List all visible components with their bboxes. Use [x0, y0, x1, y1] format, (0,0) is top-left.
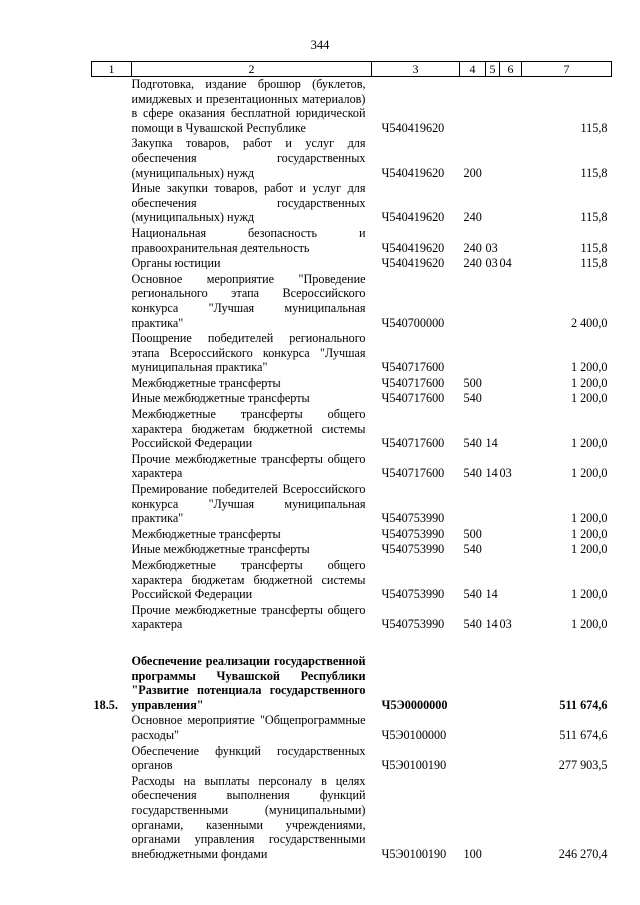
- table-row: [92, 136, 612, 181]
- subsection-code: [500, 181, 522, 226]
- table-row: [92, 527, 612, 543]
- row-number: [92, 407, 132, 452]
- row-number: [92, 482, 132, 527]
- subsection-code: [500, 542, 522, 558]
- target-article-code: Ч540419620: [381, 120, 445, 135]
- target-article-code: Ч540753990: [381, 542, 445, 557]
- target-article-code: Ч540753990: [381, 511, 445, 526]
- expense-type-code: 240: [463, 256, 482, 271]
- table-row: [92, 713, 612, 743]
- expense-type-code: 240: [463, 210, 482, 225]
- subsection-code: [500, 713, 522, 743]
- row-number: [92, 391, 132, 407]
- expense-type-code: 540: [463, 436, 482, 451]
- row-name: Межбюджетные трансферты общего характера бюджетам бюджетной системы Российской Федерации: [131, 407, 366, 451]
- section-code: 14: [485, 466, 498, 481]
- subsection-code: 03: [499, 617, 512, 632]
- table-row: [92, 407, 612, 452]
- target-article-code: Ч540419620: [381, 240, 445, 255]
- row-number: 18.5.: [93, 697, 118, 712]
- section-code: [486, 136, 500, 181]
- table-row: [92, 272, 612, 331]
- section-code: [486, 376, 500, 392]
- expense-type-code: [460, 482, 486, 527]
- expense-type-code: [460, 77, 486, 137]
- subsection-code: [500, 744, 522, 774]
- target-article-code: Ч540419620: [381, 165, 445, 180]
- target-article-code: Ч540753990: [381, 617, 445, 632]
- section-code: [486, 744, 500, 774]
- row-name: Подготовка, издание брошюр (буклетов, имиджевых и презентационных материалов) в сфере оказания бесплатной юридической помощи в Чувашской Республике: [131, 77, 366, 135]
- target-article-code: Ч5Э0000000: [381, 697, 448, 712]
- row-name: Межбюджетные трансферты общего характера бюджетам бюджетной системы Российской Федерации: [131, 558, 366, 602]
- row-name: Премирование победителей Всероссийского конкурса "Лучшая муниципальная практика": [131, 482, 366, 526]
- subsection-code: [500, 391, 522, 407]
- section-code: [486, 713, 500, 743]
- target-article-code: Ч540753990: [381, 587, 445, 602]
- section-code: [486, 391, 500, 407]
- table-row: [92, 331, 612, 376]
- row-name: Межбюджетные трансферты: [131, 526, 281, 541]
- row-number: [92, 226, 132, 256]
- row-name: Прочие межбюджетные трансферты общего характера: [131, 451, 366, 481]
- target-article-code: Ч5Э0100000: [381, 727, 447, 742]
- row-sum: 1 200,0: [570, 375, 608, 390]
- section-code: [486, 774, 500, 863]
- row-name: Основное мероприятие "Проведение регионального этапа Всероссийского конкурса "Лучшая муниципальная практика": [131, 271, 366, 330]
- row-sum: 511 674,6: [559, 727, 608, 742]
- table-row: [92, 654, 612, 713]
- subsection-code: [500, 376, 522, 392]
- section-code: [486, 181, 500, 226]
- row-number: [92, 774, 132, 863]
- target-article-code: Ч540753990: [381, 526, 445, 541]
- row-number: [92, 77, 132, 137]
- row-name: Обеспечение реализации государственной программы Чувашской Республики "Развитие потенциала государственного управления": [131, 653, 366, 712]
- section-code: 14: [485, 617, 498, 632]
- row-sum: 1 200,0: [570, 587, 608, 602]
- header-col-6: 6: [500, 62, 522, 77]
- expense-type-code: 540: [463, 391, 482, 406]
- expense-type-code: 100: [463, 846, 482, 861]
- row-number: [92, 542, 132, 558]
- row-sum: 1 200,0: [570, 436, 608, 451]
- section-code: [486, 527, 500, 543]
- row-number: [92, 272, 132, 331]
- row-number: [92, 603, 132, 633]
- row-number: [92, 136, 132, 181]
- table-row: [92, 558, 612, 603]
- header-col-1: 1: [92, 62, 132, 77]
- section-code: 14: [485, 436, 498, 451]
- subsection-code: [500, 272, 522, 331]
- section-code: [486, 482, 500, 527]
- table-row: [92, 376, 612, 392]
- table-row: [92, 256, 612, 272]
- row-sum: 115,8: [580, 165, 608, 180]
- subsection-code: [500, 136, 522, 181]
- subsection-code: [500, 774, 522, 863]
- target-article-code: Ч540419620: [381, 210, 445, 225]
- table-row: [92, 542, 612, 558]
- row-sum: 1 200,0: [570, 617, 608, 632]
- header-col-3: 3: [372, 62, 460, 77]
- subsection-code: [500, 527, 522, 543]
- table-row: [92, 181, 612, 226]
- row-sum: 115,8: [580, 120, 608, 135]
- target-article-code: Ч5Э0100190: [381, 846, 447, 861]
- target-article-code: Ч540419620: [381, 256, 445, 271]
- section-code: [486, 331, 500, 376]
- expense-type-code: 500: [463, 375, 482, 390]
- row-sum: 1 200,0: [570, 391, 608, 406]
- row-sum: 115,8: [580, 256, 608, 271]
- table-row: [92, 482, 612, 527]
- subsection-code: [500, 654, 522, 713]
- expense-type-code: 540: [463, 542, 482, 557]
- table-row: [92, 774, 612, 863]
- table-row: [92, 744, 612, 774]
- row-number: [92, 713, 132, 743]
- section-code: [486, 654, 500, 713]
- expense-type-code: [460, 654, 486, 713]
- subsection-code: [500, 77, 522, 137]
- spacer-cell: [92, 633, 612, 654]
- row-sum: 115,8: [580, 240, 608, 255]
- row-name: Иные закупки товаров, работ и услуг для обеспечения государственных (муниципальных) нужд: [131, 181, 366, 225]
- row-sum: 511 674,6: [559, 697, 608, 712]
- section-code: 14: [485, 587, 498, 602]
- subsection-code: [500, 407, 522, 452]
- header-col-4: 4: [460, 62, 486, 77]
- row-name: Прочие межбюджетные трансферты общего характера: [131, 602, 366, 632]
- row-number: [92, 376, 132, 392]
- section-code: [486, 272, 500, 331]
- spacer-row: [92, 633, 612, 654]
- subsection-code: [500, 482, 522, 527]
- expense-type-code: 240: [463, 240, 482, 255]
- row-sum: 1 200,0: [570, 466, 608, 481]
- row-name: Межбюджетные трансферты: [131, 375, 281, 390]
- target-article-code: Ч540717600: [381, 391, 445, 406]
- row-number: [92, 452, 132, 482]
- row-name: Органы юстиции: [131, 256, 221, 271]
- section-code: 03: [485, 240, 498, 255]
- table-row: [92, 452, 612, 482]
- row-name: Расходы на выплаты персоналу в целях обеспечения выполнения функций государственными (муниципальными) органами, казенными учреждениями, органами управления государственными внебюджетными фондами: [131, 773, 366, 861]
- subsection-code: [500, 226, 522, 256]
- subsection-code: [500, 558, 522, 603]
- row-sum: 1 200,0: [570, 526, 608, 541]
- row-number: [92, 256, 132, 272]
- row-name: Национальная безопасность и правоохранительная деятельность: [131, 225, 366, 255]
- target-article-code: Ч540717600: [381, 375, 445, 390]
- row-sum: 1 200,0: [570, 542, 608, 557]
- target-article-code: Ч540717600: [381, 466, 445, 481]
- expense-type-code: [460, 331, 486, 376]
- section-code: [486, 77, 500, 137]
- header-col-2: 2: [132, 62, 372, 77]
- page-number: 344: [310, 38, 330, 52]
- expense-type-code: 500: [463, 526, 482, 541]
- row-number: [92, 181, 132, 226]
- row-number: [92, 744, 132, 774]
- row-name: Закупка товаров, работ и услуг для обеспечения государственных (муниципальных) нужд: [131, 136, 366, 180]
- target-article-code: Ч540717600: [381, 436, 445, 451]
- section-code: 03: [485, 256, 498, 271]
- row-name: Иные межбюджетные трансферты: [131, 391, 310, 406]
- row-number: [92, 527, 132, 543]
- expense-type-code: [460, 713, 486, 743]
- row-number: [92, 558, 132, 603]
- row-sum: 1 200,0: [570, 360, 608, 375]
- target-article-code: Ч5Э0100190: [381, 758, 447, 773]
- expense-type-code: [460, 272, 486, 331]
- row-number: [92, 331, 132, 376]
- table-row: [92, 391, 612, 407]
- table-row: [92, 226, 612, 256]
- expense-type-code: [460, 744, 486, 774]
- row-name: Поощрение победителей регионального этапа Всероссийского конкурса "Лучшая муниципальная практика": [131, 331, 366, 375]
- header-col-7: 7: [522, 62, 612, 77]
- target-article-code: Ч540700000: [381, 315, 445, 330]
- table-row: [92, 77, 612, 137]
- row-sum: 277 903,5: [558, 758, 608, 773]
- expense-type-code: 540: [463, 617, 482, 632]
- row-sum: 246 270,4: [558, 846, 608, 861]
- row-name: Обеспечение функций государственных органов: [131, 743, 366, 773]
- target-article-code: Ч540717600: [381, 360, 445, 375]
- expense-type-code: 540: [463, 587, 482, 602]
- table-row: [92, 603, 612, 633]
- subsection-code: [500, 331, 522, 376]
- expense-type-code: 540: [463, 466, 482, 481]
- subsection-code: 03: [499, 466, 512, 481]
- row-sum: 115,8: [580, 210, 608, 225]
- expense-type-code: 200: [463, 165, 482, 180]
- section-code: [486, 542, 500, 558]
- row-name: Основное мероприятие "Общепрограммные расходы": [131, 713, 366, 742]
- row-sum: 2 400,0: [570, 315, 608, 330]
- table-body: [92, 77, 612, 863]
- header-col-5: 5: [486, 62, 500, 77]
- row-sum: 1 200,0: [570, 511, 608, 526]
- table-header-row: [92, 62, 612, 77]
- row-name: Иные межбюджетные трансферты: [131, 542, 310, 557]
- subsection-code: 04: [499, 256, 512, 271]
- budget-table: [91, 61, 612, 862]
